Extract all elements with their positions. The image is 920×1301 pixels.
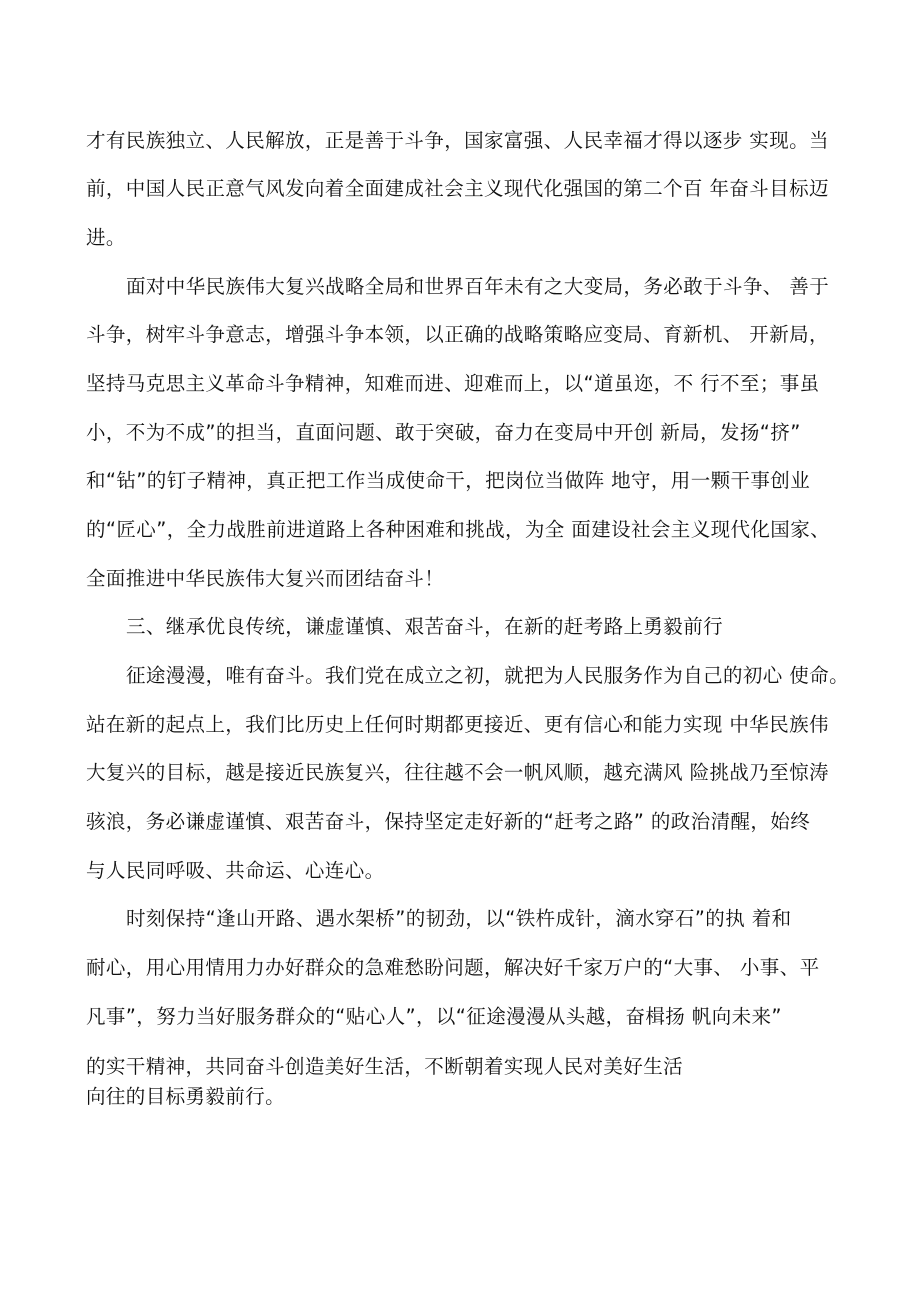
text-line-1: 才有民族独立、人民解放，正是善于斗争，国家富强、人民幸福才得以逐步 实现。当: [86, 129, 829, 152]
text-line-18: 耐心，用心用情用力办好群众的急难愁盼问题，解决好千家万户的“大事、 小事、平: [86, 956, 820, 979]
text-line-13: 站在新的起点上，我们比历史上任何时期都更接近、更有信心和能力实现 中华民族伟: [86, 713, 829, 736]
text-line-2: 前，中国人民正意气风发向着全面建成社会主义现代化强国的第二个百 年奋斗目标迈: [86, 177, 829, 200]
text-line-5: 斗争，树牢斗争意志，增强斗争本领，以正确的战略策略应变局、育新机、 开新局，: [86, 323, 829, 346]
text-line-10: 全面推进中华民族伟大复兴而团结奋斗！: [86, 567, 445, 590]
text-line-3: 进。: [86, 226, 126, 249]
text-line-8: 和“钻”的钉子精神，真正把工作当成使命干，把岗位当做阵 地守，用一颗干事创业: [86, 469, 811, 492]
text-line-7: 小，不为不成”的担当，直面问题、敢于突破，奋力在变局中开创 新局，发扬“挤”: [86, 421, 801, 444]
text-line-12: 征途漫漫，唯有奋斗。我们党在成立之初，就把为人民服务作为自己的初心 使命。: [126, 664, 849, 687]
text-line-4: 面对中华民族伟大复兴战略全局和世界百年未有之大变局，务必敢于斗争、 善于: [126, 275, 830, 298]
text-line-6: 坚持马克思主义革命斗争精神，知难而进、迎难而上，以“道虽迩，不 行不至；事虽: [86, 372, 820, 395]
text-line-9: 的“匠心”，全力战胜前进道路上各种困难和挑战，为全 面建设社会主义现代化国家、: [86, 518, 831, 541]
text-line-21: 向往的目标勇毅前行。: [86, 1085, 286, 1108]
text-line-17: 时刻保持“逢山开路、遇水架桥”的韧劲，以“铁杵成针，滴水穿石”的执 着和: [126, 907, 792, 930]
text-line-15: 骇浪，务必谦虚谨慎、艰苦奋斗，保持坚定走好新的“赶考之路” 的政治清醒，始终: [86, 810, 811, 833]
text-line-14: 大复兴的目标，越是接近民族复兴，往往越不会一帆风顺，越充满风 险挑战乃至惊涛: [86, 761, 829, 784]
section-heading: 三、继承优良传统，谦虚谨慎、艰苦奋斗，在新的赶考路上勇毅前行: [126, 615, 724, 638]
text-line-19: 凡事”，努力当好服务群众的“贴心人”，以“征途漫漫从头越，奋楫扬 帆向未来”: [86, 1005, 782, 1028]
text-line-20: 的实干精神，共同奋斗创造美好生活，不断朝着实现人民对美好生活: [86, 1055, 684, 1078]
text-line-16: 与人民同呼吸、共命运、心连心。: [86, 859, 385, 882]
